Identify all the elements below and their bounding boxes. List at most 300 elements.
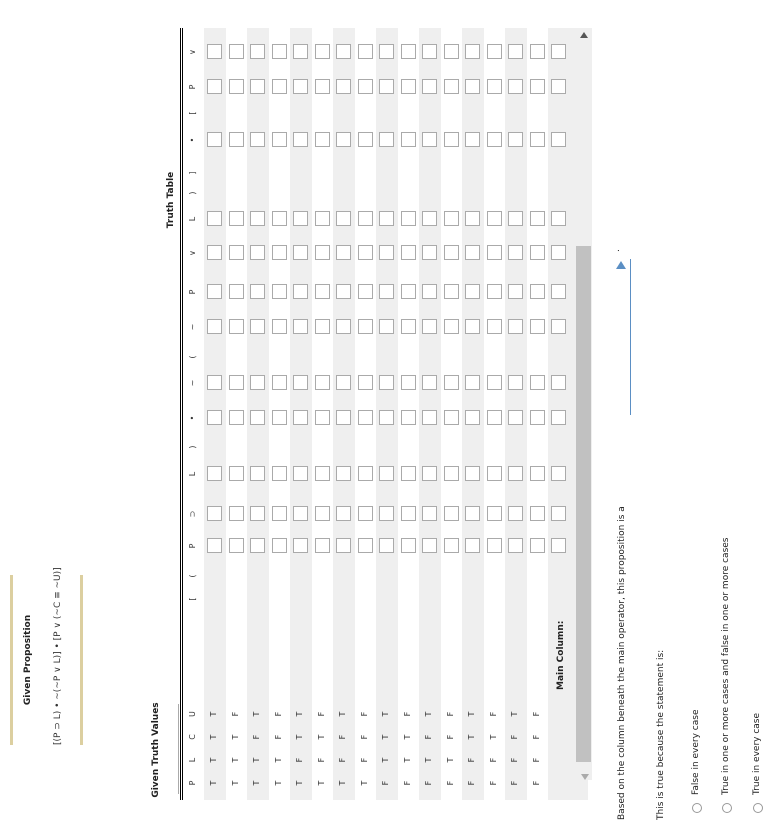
truth-value-input[interactable]	[444, 80, 459, 95]
truth-value-input[interactable]	[207, 376, 222, 391]
main-operator-question: Based on the column beneath the main operator, this proposition is a	[617, 506, 627, 820]
truth-value-input[interactable]	[336, 507, 351, 522]
scrollbar-thumb[interactable]	[576, 246, 591, 762]
truth-value-input[interactable]	[530, 539, 545, 554]
truth-value-input[interactable]	[422, 411, 437, 426]
radio-button[interactable]	[753, 803, 763, 813]
truth-value-input[interactable]	[401, 133, 416, 148]
truth-value: T	[381, 711, 390, 717]
truth-value: T	[252, 757, 261, 763]
truth-value-input[interactable]	[401, 376, 416, 391]
truth-value-input[interactable]	[379, 285, 394, 300]
truth-value-input[interactable]	[358, 411, 373, 426]
radio-button[interactable]	[692, 803, 702, 813]
option-label: False in every case	[691, 709, 701, 795]
truth-value-input[interactable]	[207, 411, 222, 426]
truth-value-input[interactable]	[229, 246, 244, 261]
truth-value: T	[467, 734, 476, 740]
truth-value: F	[402, 780, 412, 786]
truth-value-input[interactable]	[229, 539, 244, 554]
truth-value: T	[338, 780, 347, 786]
truth-value-input[interactable]	[444, 376, 459, 391]
operator-column-header: ~	[188, 323, 197, 331]
truth-value-input[interactable]	[508, 376, 523, 391]
truth-value-input[interactable]	[508, 507, 523, 522]
truth-value-input[interactable]	[465, 539, 480, 554]
truth-value-input[interactable]	[272, 212, 287, 227]
truth-value-input[interactable]	[250, 411, 265, 426]
truth-value-input[interactable]	[336, 320, 351, 335]
truth-value-input[interactable]	[336, 376, 351, 391]
truth-value-input[interactable]	[422, 212, 437, 227]
truth-value: F	[273, 734, 283, 740]
operator-column-header: (	[188, 355, 197, 359]
truth-value-input[interactable]	[229, 133, 244, 148]
truth-value-input[interactable]	[250, 80, 265, 95]
proposition-type-dropdown[interactable]	[612, 259, 631, 415]
truth-value-input[interactable]	[207, 507, 222, 522]
truth-value: T	[209, 711, 218, 717]
truth-value-input[interactable]	[272, 246, 287, 261]
truth-value-input[interactable]	[293, 285, 308, 300]
truth-value-input[interactable]	[530, 133, 545, 148]
truth-value-input[interactable]	[207, 320, 222, 335]
truth-value: F	[488, 780, 498, 786]
scroll-right-arrow-icon[interactable]	[580, 32, 588, 38]
operator-column-header: •	[188, 137, 197, 143]
truth-value-input[interactable]	[250, 212, 265, 227]
operator-column-header: )	[188, 445, 197, 449]
truth-value-input[interactable]	[465, 80, 480, 95]
truth-value-input[interactable]	[508, 411, 523, 426]
truth-value-input[interactable]	[315, 467, 330, 482]
truth-value-input[interactable]	[315, 376, 330, 391]
truth-value-input[interactable]	[379, 507, 394, 522]
truth-value-input[interactable]	[444, 467, 459, 482]
truth-value-input[interactable]	[293, 467, 308, 482]
truth-value-input[interactable]	[530, 80, 545, 95]
truth-value-input[interactable]	[422, 539, 437, 554]
truth-value: T	[488, 734, 498, 740]
truth-value-input[interactable]	[272, 411, 287, 426]
truth-value-input[interactable]	[336, 133, 351, 148]
truth-value: F	[273, 711, 283, 717]
truth-value-input[interactable]	[229, 507, 244, 522]
option-label: True in one or more cases and false in one or more cases	[721, 537, 731, 795]
truth-value-input[interactable]	[250, 320, 265, 335]
truth-value-input[interactable]	[293, 376, 308, 391]
truth-value-input[interactable]	[487, 45, 502, 60]
truth-value-input[interactable]	[336, 45, 351, 60]
truth-value-input[interactable]	[250, 45, 265, 60]
truth-value-input[interactable]	[379, 133, 394, 148]
truth-value-input[interactable]	[272, 45, 287, 60]
truth-value-input[interactable]	[530, 376, 545, 391]
main-column-input[interactable]	[551, 45, 566, 60]
truth-value-input[interactable]	[422, 285, 437, 300]
truth-value-input[interactable]	[508, 467, 523, 482]
truth-value: T	[338, 711, 347, 717]
truth-value-input[interactable]	[487, 376, 502, 391]
truth-value-input[interactable]	[315, 133, 330, 148]
truth-value-input[interactable]	[272, 80, 287, 95]
truth-value-input[interactable]	[315, 320, 330, 335]
truth-value: T	[273, 757, 283, 763]
truth-value-input[interactable]	[207, 212, 222, 227]
truth-value: F	[230, 711, 240, 717]
truth-value-input[interactable]	[229, 212, 244, 227]
truth-value: F	[531, 711, 541, 717]
operator-column-header: ⊃	[188, 510, 197, 518]
operator-column-header: ∨	[188, 49, 197, 55]
truth-value-input[interactable]	[401, 285, 416, 300]
truth-value: T	[359, 780, 369, 786]
truth-value-input[interactable]	[229, 45, 244, 60]
operator-column-header: P	[188, 543, 197, 549]
truth-value-input[interactable]	[358, 80, 373, 95]
truth-value-input[interactable]	[358, 507, 373, 522]
truth-value: T	[510, 711, 519, 717]
truth-value-input[interactable]	[379, 539, 394, 554]
truth-value: T	[252, 711, 261, 717]
truth-value-input[interactable]	[465, 246, 480, 261]
truth-value-input[interactable]	[207, 45, 222, 60]
given-truth-values-header: Given Truth Values	[151, 702, 161, 798]
main-column-input[interactable]	[551, 212, 566, 227]
truth-value-input[interactable]	[293, 539, 308, 554]
truth-value-input[interactable]	[272, 539, 287, 554]
truth-value-input[interactable]	[465, 285, 480, 300]
truth-value: F	[531, 780, 541, 786]
truth-value-input[interactable]	[487, 246, 502, 261]
truth-value-input[interactable]	[229, 376, 244, 391]
truth-value-input[interactable]	[465, 45, 480, 60]
truth-value-input[interactable]	[293, 507, 308, 522]
truth-value-input[interactable]	[401, 507, 416, 522]
truth-value-input[interactable]	[530, 285, 545, 300]
scroll-left-arrow-icon[interactable]	[581, 774, 589, 780]
truth-value-input[interactable]	[508, 539, 523, 554]
truth-value-input[interactable]	[401, 80, 416, 95]
truth-value-input[interactable]	[444, 285, 459, 300]
truth-value-input[interactable]	[487, 467, 502, 482]
truth-value-input[interactable]	[487, 80, 502, 95]
truth-value-input[interactable]	[315, 212, 330, 227]
truth-value-input[interactable]	[229, 467, 244, 482]
truth-value-input[interactable]	[401, 467, 416, 482]
truth-value: F	[445, 734, 455, 740]
truth-value-input[interactable]	[444, 507, 459, 522]
truth-value: F	[338, 734, 347, 740]
truth-value-input[interactable]	[508, 133, 523, 148]
truth-value-input[interactable]	[422, 376, 437, 391]
truth-value: F	[424, 780, 433, 786]
horizontal-scrollbar[interactable]	[575, 28, 592, 780]
truth-value-input[interactable]	[315, 507, 330, 522]
main-column-input[interactable]	[551, 539, 566, 554]
truth-value-input[interactable]	[379, 467, 394, 482]
sentence-period: .	[612, 249, 622, 252]
main-column-input[interactable]	[551, 285, 566, 300]
truth-value-input[interactable]	[358, 133, 373, 148]
truth-value-input[interactable]	[401, 320, 416, 335]
operator-column-header: [	[188, 111, 197, 115]
truth-value-input[interactable]	[379, 376, 394, 391]
truth-value-input[interactable]	[487, 212, 502, 227]
truth-value-input[interactable]	[401, 539, 416, 554]
truth-value: F	[338, 757, 347, 763]
truth-value-input[interactable]	[465, 376, 480, 391]
truth-value: F	[488, 757, 498, 763]
truth-value-input[interactable]	[229, 80, 244, 95]
truth-table-header: Truth Table	[166, 171, 176, 229]
truth-value-input[interactable]	[508, 212, 523, 227]
truth-table	[148, 28, 596, 800]
truth-value-input[interactable]	[465, 320, 480, 335]
truth-value: T	[467, 711, 476, 717]
truth-value-input[interactable]	[530, 212, 545, 227]
truth-value-input[interactable]	[444, 45, 459, 60]
truth-value-input[interactable]	[379, 246, 394, 261]
truth-value-input[interactable]	[508, 320, 523, 335]
truth-value: T	[295, 711, 304, 717]
given-proposition-title: Given Proposition	[23, 614, 33, 706]
main-column-label: Main Column:	[556, 620, 566, 690]
truth-value-input[interactable]	[530, 507, 545, 522]
operator-column-header: P	[188, 84, 197, 90]
truth-value-input[interactable]	[293, 320, 308, 335]
truth-value-input[interactable]	[207, 467, 222, 482]
truth-value: T	[230, 734, 240, 740]
truth-value-input[interactable]	[293, 80, 308, 95]
truth-value-input[interactable]	[272, 507, 287, 522]
operator-column-header: )	[188, 191, 197, 195]
truth-value-input[interactable]	[508, 246, 523, 261]
truth-value-input[interactable]	[530, 411, 545, 426]
truth-value: T	[381, 734, 390, 740]
truth-value-input[interactable]	[336, 467, 351, 482]
truth-value: F	[295, 757, 304, 763]
truth-value-input[interactable]	[401, 246, 416, 261]
given-header-rule	[178, 704, 179, 794]
truth-value-input[interactable]	[336, 80, 351, 95]
truth-value-input[interactable]	[207, 539, 222, 554]
truth-value-input[interactable]	[422, 246, 437, 261]
truth-value-input[interactable]	[530, 467, 545, 482]
truth-value: F	[510, 780, 519, 786]
main-column-input[interactable]	[551, 507, 566, 522]
operator-column-header: ]	[188, 171, 197, 175]
truth-value: F	[510, 757, 519, 763]
truth-value: T	[402, 757, 412, 763]
truth-value: F	[359, 734, 369, 740]
truth-value-input[interactable]	[315, 45, 330, 60]
main-column-input[interactable]	[551, 246, 566, 261]
truth-value-input[interactable]	[379, 80, 394, 95]
truth-value-input[interactable]	[422, 467, 437, 482]
truth-value-input[interactable]	[465, 507, 480, 522]
truth-value-input[interactable]	[207, 80, 222, 95]
truth-value-input[interactable]	[272, 133, 287, 148]
truth-value-input[interactable]	[422, 507, 437, 522]
truth-value-input[interactable]	[465, 212, 480, 227]
truth-value-input[interactable]	[444, 212, 459, 227]
truth-value-input[interactable]	[229, 411, 244, 426]
truth-value-input[interactable]	[487, 507, 502, 522]
truth-value-input[interactable]	[422, 80, 437, 95]
truth-value: F	[531, 757, 541, 763]
truth-value-input[interactable]	[465, 133, 480, 148]
truth-value-input[interactable]	[358, 212, 373, 227]
truth-value-input[interactable]	[207, 133, 222, 148]
truth-value-input[interactable]	[336, 212, 351, 227]
proposition-formula: [(P ⊃ L) • ~(~P ∨ L)] • [P ∨ (~C ≡ ~U)]	[53, 567, 63, 745]
truth-value-input[interactable]	[444, 539, 459, 554]
truth-value-input[interactable]	[358, 467, 373, 482]
truth-value: T	[209, 757, 218, 763]
truth-value: T	[230, 757, 240, 763]
truth-value: F	[252, 734, 261, 740]
truth-value-input[interactable]	[401, 411, 416, 426]
operator-column-header: P	[188, 289, 197, 295]
given-column-header: U	[188, 711, 197, 717]
truth-value-input[interactable]	[444, 411, 459, 426]
truth-value-input[interactable]	[315, 80, 330, 95]
truth-value: T	[316, 734, 326, 740]
truth-value-input[interactable]	[465, 411, 480, 426]
truth-value-input[interactable]	[379, 212, 394, 227]
truth-value-input[interactable]	[358, 246, 373, 261]
truth-value-input[interactable]	[250, 467, 265, 482]
truth-value-input[interactable]	[444, 133, 459, 148]
truth-value: F	[531, 734, 541, 740]
truth-value-input[interactable]	[293, 246, 308, 261]
truth-value-input[interactable]	[530, 246, 545, 261]
truth-value-input[interactable]	[250, 285, 265, 300]
truth-value-input[interactable]	[487, 320, 502, 335]
truth-value-input[interactable]	[508, 80, 523, 95]
truth-value-input[interactable]	[358, 539, 373, 554]
truth-value-input[interactable]	[379, 320, 394, 335]
truth-value-input[interactable]	[487, 539, 502, 554]
truth-value-input[interactable]	[315, 285, 330, 300]
truth-value-input[interactable]	[250, 133, 265, 148]
truth-value: T	[424, 711, 433, 717]
truth-value-input[interactable]	[358, 376, 373, 391]
truth-value-input[interactable]	[336, 411, 351, 426]
truth-value: F	[359, 757, 369, 763]
truth-value-input[interactable]	[272, 320, 287, 335]
truth-value: F	[402, 711, 412, 717]
truth-value: T	[209, 734, 218, 740]
truth-value-input[interactable]	[272, 285, 287, 300]
truth-value: F	[381, 780, 390, 786]
main-column-input[interactable]	[551, 376, 566, 391]
truth-value-input[interactable]	[207, 246, 222, 261]
truth-value-input[interactable]	[444, 246, 459, 261]
operator-column-header: L	[188, 471, 197, 477]
truth-value-input[interactable]	[272, 467, 287, 482]
truth-value-input[interactable]	[336, 539, 351, 554]
truth-value-input[interactable]	[336, 285, 351, 300]
truth-value-input[interactable]	[293, 411, 308, 426]
truth-value-input[interactable]	[229, 285, 244, 300]
truth-value-input[interactable]	[401, 212, 416, 227]
reason-prompt: This is true because the statement is:	[656, 649, 666, 820]
truth-value-input[interactable]	[530, 45, 545, 60]
truth-value: F	[424, 734, 433, 740]
given-column-header: P	[188, 780, 197, 786]
main-column-input[interactable]	[551, 80, 566, 95]
main-column-input[interactable]	[551, 411, 566, 426]
truth-value-input[interactable]	[293, 133, 308, 148]
truth-value: F	[445, 780, 455, 786]
main-column-input[interactable]	[551, 320, 566, 335]
header-divider	[180, 28, 183, 800]
truth-value: F	[316, 757, 326, 763]
truth-value: F	[510, 734, 519, 740]
truth-value-input[interactable]	[207, 285, 222, 300]
truth-value-input[interactable]	[315, 246, 330, 261]
truth-value-input[interactable]	[358, 320, 373, 335]
truth-value-input[interactable]	[315, 411, 330, 426]
truth-value-input[interactable]	[250, 376, 265, 391]
main-column-input[interactable]	[551, 133, 566, 148]
dropdown-arrow-icon[interactable]	[616, 261, 626, 269]
truth-value-input[interactable]	[272, 376, 287, 391]
truth-value-input[interactable]	[250, 246, 265, 261]
truth-value-input[interactable]	[487, 285, 502, 300]
truth-value-input[interactable]	[315, 539, 330, 554]
truth-value: F	[467, 757, 476, 763]
truth-value-input[interactable]	[229, 320, 244, 335]
truth-value: F	[488, 711, 498, 717]
main-column-input[interactable]	[551, 467, 566, 482]
truth-value: T	[402, 734, 412, 740]
truth-value-input[interactable]	[401, 45, 416, 60]
truth-value-input[interactable]	[422, 133, 437, 148]
operator-column-header: ~	[188, 379, 197, 387]
truth-value: F	[316, 711, 326, 717]
radio-button[interactable]	[722, 803, 732, 813]
truth-value-input[interactable]	[379, 411, 394, 426]
truth-value-input[interactable]	[508, 285, 523, 300]
given-proposition-panel	[10, 567, 83, 745]
truth-value: T	[273, 780, 283, 786]
truth-value-input[interactable]	[487, 133, 502, 148]
truth-value-input[interactable]	[379, 45, 394, 60]
truth-value-input[interactable]	[250, 507, 265, 522]
truth-value: T	[381, 757, 390, 763]
operator-column-header: L	[188, 216, 197, 222]
truth-value: T	[252, 780, 261, 786]
truth-value-input[interactable]	[250, 539, 265, 554]
truth-value-input[interactable]	[422, 320, 437, 335]
truth-value: F	[445, 711, 455, 717]
truth-value-input[interactable]	[422, 45, 437, 60]
truth-value-input[interactable]	[293, 212, 308, 227]
truth-value-input[interactable]	[444, 320, 459, 335]
operator-column-header: ∨	[188, 250, 197, 256]
truth-value-input[interactable]	[358, 45, 373, 60]
truth-value-input[interactable]	[336, 246, 351, 261]
truth-value-input[interactable]	[487, 411, 502, 426]
truth-value-input[interactable]	[358, 285, 373, 300]
truth-value-input[interactable]	[530, 320, 545, 335]
truth-value-input[interactable]	[465, 467, 480, 482]
truth-value-input[interactable]	[293, 45, 308, 60]
truth-value-input[interactable]	[508, 45, 523, 60]
